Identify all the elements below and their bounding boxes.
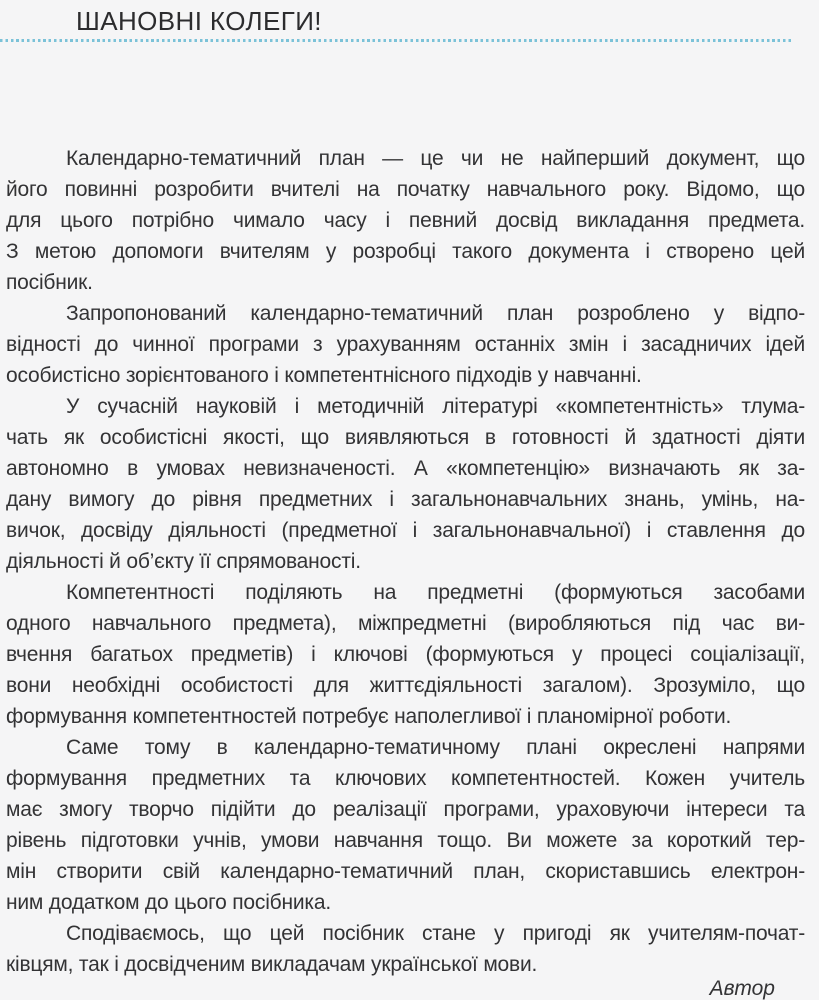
text-line: відності до чинної програми з урахуванням останніх змін і засадничих ідей	[6, 333, 805, 356]
text-line: рівень підготовки учнів, умови навчання тощо. Ви можете за короткий тер-	[6, 829, 805, 852]
text-line: ківцям, так і досвідченим викладачам української мови.	[6, 953, 538, 976]
paragraph	[6, 732, 805, 918]
text-line: Календарно-тематичний план — це чи не найперший документ, що	[66, 147, 805, 170]
text-line: діяльності й об’єкту її спрямованості.	[6, 550, 361, 573]
text-line: вчення багатьох предметів) і ключові (формуються у процесі соціалізації,	[6, 643, 805, 666]
body-text	[6, 143, 805, 1000]
paragraph	[6, 918, 805, 980]
author-signature: Автор	[709, 977, 775, 1000]
text-line: вичок, досвіду діяльності (предметної і загальнонавчальної) і ставлення до	[6, 519, 805, 542]
text-line: для цього потрібно чимало часу і певний досвід викладання предмета.	[6, 209, 805, 232]
paragraph	[6, 298, 805, 391]
text-line: чать як особистісні якості, що виявляються в готовності й здатності діяти	[6, 426, 805, 449]
text-line: автономно в умовах невизначеності. А «компетенцію» визначають як за-	[6, 457, 805, 480]
text-line: З метою допомоги вчителям у розробці такого документа і створено цей	[6, 240, 805, 263]
text-line: дану вимогу до рівня предметних і загальнонавчальних знань, умінь, на-	[6, 488, 805, 511]
text-line: посібник.	[6, 271, 93, 294]
text-line: ним додатком до цього посібника.	[6, 891, 331, 914]
page-title: ШАНОВНІ КОЛЕГИ!	[76, 6, 322, 36]
text-line: вони необхідні особистості для життєдіяльності загалом). Зрозуміло, що	[6, 674, 805, 697]
text-line: Сподіваємось, що цей посібник стане у пригоді як учителям-почат-	[66, 922, 805, 945]
text-line: має змогу творчо підійти до реалізації програми, ураховуючи інтереси та	[6, 798, 805, 821]
text-line: його повинні розробити вчителі на початку навчального року. Відомо, що	[6, 178, 805, 201]
text-line: Запропонований календарно-тематичний план розроблено у відпо-	[66, 302, 805, 325]
text-line: мін створити свій календарно-тематичний план, скориставшись електрон-	[6, 860, 805, 883]
text-line: особистісно зорієнтованого і компетентнісного підходів у навчанні.	[6, 364, 642, 387]
text-line: формування предметних та ключових компетентностей. Кожен учитель	[6, 767, 805, 790]
paragraph	[6, 391, 805, 577]
paragraph	[6, 143, 805, 298]
text-line: формування компетентностей потребує наполегливої і планомірної роботи.	[6, 705, 732, 728]
text-line: Саме тому в календарно-тематичному плані окреслені напрями	[66, 736, 805, 759]
text-line: У сучасній науковій і методичній літературі «компетентність» тлума-	[66, 395, 805, 418]
text-line: Компетентності поділяють на предметні (формуються засобами	[66, 581, 805, 604]
paragraph	[6, 577, 805, 732]
text-line: одного навчального предмета), міжпредметні (виробляються під час ви-	[6, 612, 805, 635]
dotted-divider	[0, 39, 793, 42]
